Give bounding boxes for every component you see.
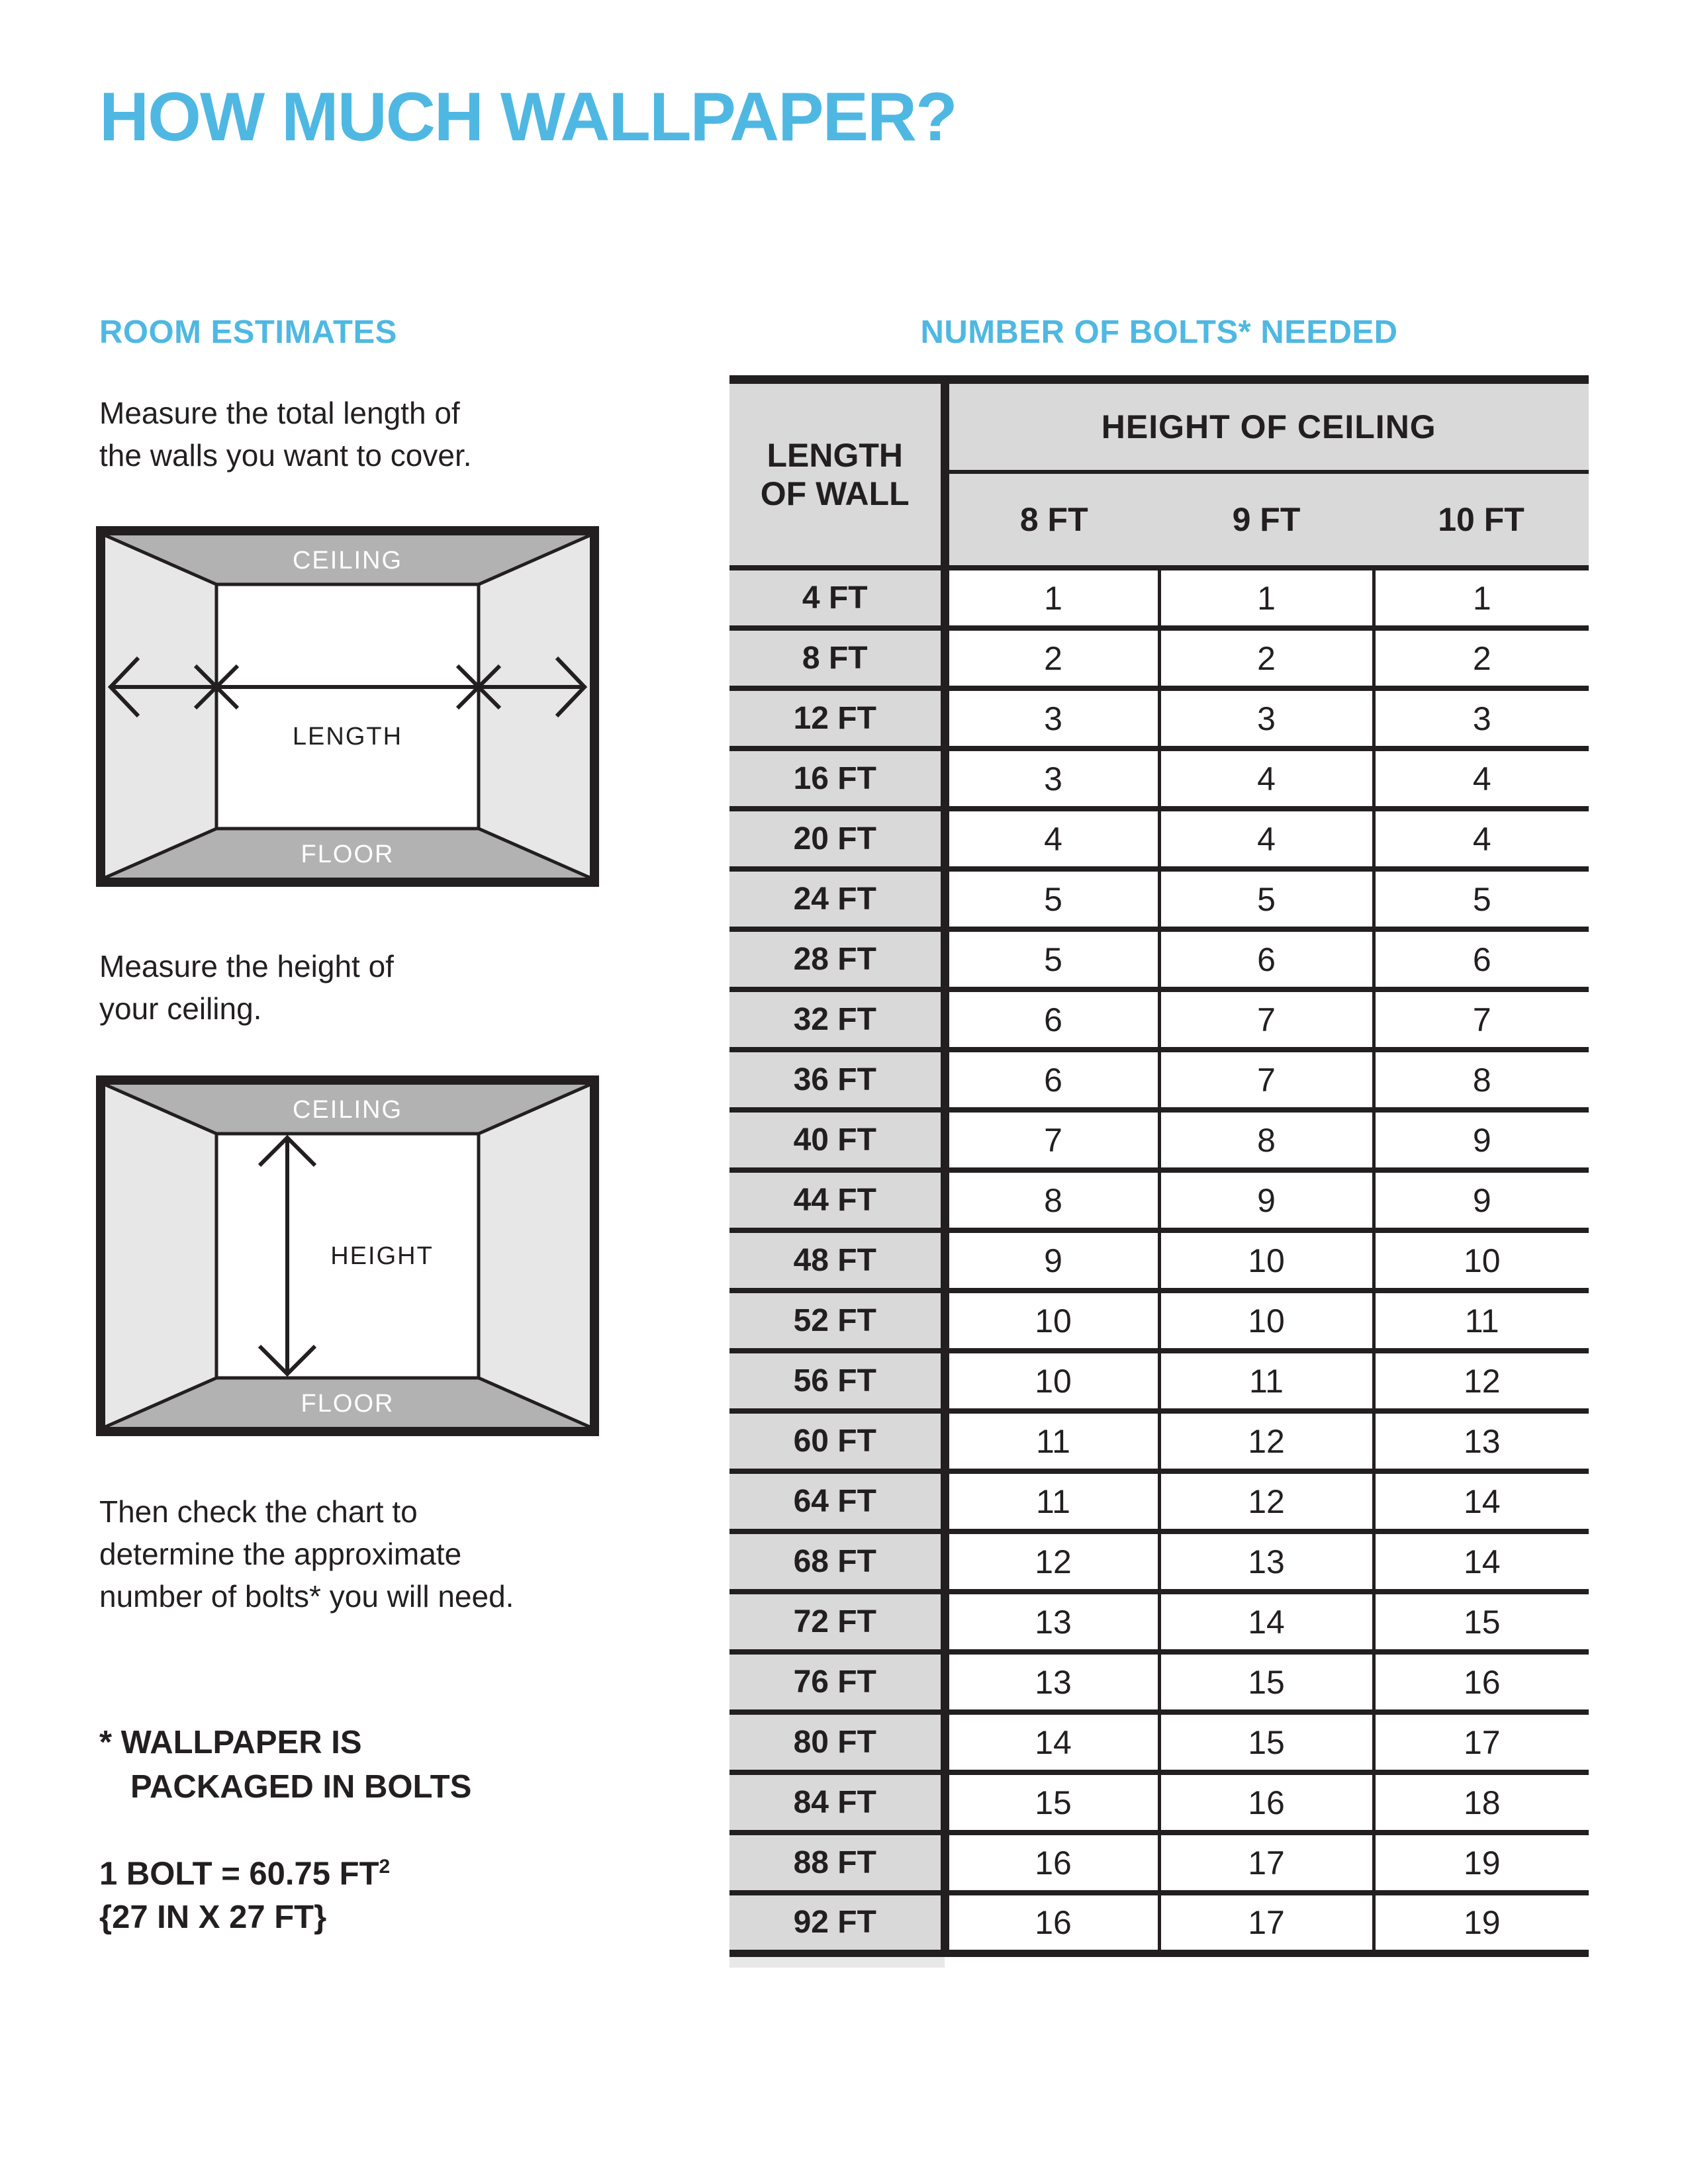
table-row — [729, 1110, 1589, 1170]
bolt-count-9ft: 1 — [1159, 568, 1374, 628]
wall-length-label: 48 FT — [729, 1230, 945, 1291]
table-row — [729, 1471, 1589, 1531]
height-measure-label: HEIGHT — [330, 1242, 434, 1270]
bolt-count-10ft: 2 — [1374, 628, 1589, 688]
wall-length-label: 36 FT — [729, 1050, 945, 1110]
step1-line2: the walls you want to cover. — [99, 438, 472, 473]
bolt-count-8ft: 5 — [945, 929, 1159, 989]
bolt-size-exponent: 2 — [379, 1856, 391, 1878]
table-row — [729, 1592, 1589, 1652]
wall-length-label: 76 FT — [729, 1652, 945, 1712]
table-row — [729, 1411, 1589, 1471]
bolt-count-8ft: 3 — [945, 749, 1159, 809]
bolt-count-10ft: 4 — [1374, 809, 1589, 869]
bolt-count-9ft: 10 — [1159, 1230, 1374, 1291]
step2-instruction — [99, 945, 394, 1030]
bolt-count-10ft: 19 — [1374, 1893, 1589, 1953]
room-height-diagram — [96, 1075, 599, 1436]
bolt-count-9ft: 7 — [1159, 1050, 1374, 1110]
ceiling-label: CEILING — [292, 547, 403, 574]
bolt-count-8ft: 13 — [945, 1652, 1159, 1712]
floor-label: FLOOR — [301, 1390, 395, 1418]
bolt-count-8ft: 2 — [945, 628, 1159, 688]
table-row — [729, 989, 1589, 1050]
length-measure-label: LENGTH — [292, 723, 403, 751]
bolt-count-10ft: 9 — [1374, 1110, 1589, 1170]
table-row — [729, 1712, 1589, 1772]
bolt-count-10ft: 8 — [1374, 1050, 1589, 1110]
bolt-count-10ft: 11 — [1374, 1291, 1589, 1351]
room-length-diagram — [96, 526, 599, 887]
bolt-count-8ft: 13 — [945, 1592, 1159, 1652]
table-row — [729, 1170, 1589, 1230]
bolt-count-9ft: 10 — [1159, 1291, 1374, 1351]
step3-line1: Then check the chart to — [99, 1494, 418, 1529]
wall-length-label: 84 FT — [729, 1772, 945, 1833]
length-of-wall-line2: OF WALL — [760, 475, 910, 512]
page-title: HOW MUCH WALLPAPER? — [99, 79, 957, 156]
bolt-count-9ft: 6 — [1159, 929, 1374, 989]
bolt-count-10ft: 3 — [1374, 688, 1589, 749]
room-walls — [101, 531, 594, 882]
bolt-count-8ft: 12 — [945, 1531, 1159, 1592]
bolt-count-8ft: 9 — [945, 1230, 1159, 1291]
bolt-count-10ft: 6 — [1374, 929, 1589, 989]
bolts-table-body — [729, 568, 1589, 1953]
bolt-count-8ft: 14 — [945, 1712, 1159, 1772]
bolt-count-8ft: 15 — [945, 1772, 1159, 1833]
bolt-size-info — [99, 1845, 390, 1939]
room-estimates-heading: ROOM ESTIMATES — [99, 314, 397, 350]
step1-instruction — [99, 392, 472, 477]
bolt-count-9ft: 11 — [1159, 1351, 1374, 1411]
bolt-count-8ft: 1 — [945, 568, 1159, 628]
wall-length-label: 72 FT — [729, 1592, 945, 1652]
bolt-count-10ft: 16 — [1374, 1652, 1589, 1712]
bolts-table-container — [729, 375, 1589, 1968]
bolt-count-9ft: 15 — [1159, 1712, 1374, 1772]
step3-line3: number of bolts* you will need. — [99, 1579, 514, 1614]
table-row — [729, 568, 1589, 628]
column-header-8ft: 8 FT — [945, 472, 1159, 568]
bolt-count-8ft: 6 — [945, 989, 1159, 1050]
wall-length-label: 56 FT — [729, 1351, 945, 1411]
bolt-count-8ft: 10 — [945, 1291, 1159, 1351]
bolt-count-10ft: 7 — [1374, 989, 1589, 1050]
footnote-line2: PACKAGED IN BOLTS — [130, 1769, 472, 1805]
bolt-count-10ft: 17 — [1374, 1712, 1589, 1772]
bolt-count-8ft: 5 — [945, 869, 1159, 929]
group-header-row — [729, 380, 1589, 473]
bolt-count-10ft: 14 — [1374, 1471, 1589, 1531]
table-shadow — [729, 1957, 945, 1968]
bolt-count-10ft: 10 — [1374, 1230, 1589, 1291]
wall-length-label: 16 FT — [729, 749, 945, 809]
wallpaper-bolts-footnote — [99, 1721, 471, 1809]
bolts-needed-heading: NUMBER OF BOLTS* NEEDED — [920, 314, 1398, 350]
bolt-count-10ft: 13 — [1374, 1411, 1589, 1471]
bolt-count-9ft: 3 — [1159, 688, 1374, 749]
bolt-count-10ft: 14 — [1374, 1531, 1589, 1592]
footnote-line1: * WALLPAPER IS — [99, 1725, 362, 1760]
step2-line2: your ceiling. — [99, 991, 262, 1026]
table-row — [729, 688, 1589, 749]
table-row — [729, 1531, 1589, 1592]
bolt-count-9ft: 17 — [1159, 1893, 1374, 1953]
bolt-count-10ft: 4 — [1374, 749, 1589, 809]
table-row — [729, 929, 1589, 989]
bolt-count-8ft: 16 — [945, 1893, 1159, 1953]
bolt-size-equation — [99, 1845, 390, 1895]
wall-length-label: 88 FT — [729, 1833, 945, 1893]
bolt-count-10ft: 9 — [1374, 1170, 1589, 1230]
column-header-9ft: 9 FT — [1159, 472, 1374, 568]
bolt-count-9ft: 12 — [1159, 1411, 1374, 1471]
column-header-10ft: 10 FT — [1374, 472, 1589, 568]
table-row — [729, 1893, 1589, 1953]
wall-length-label: 4 FT — [729, 568, 945, 628]
table-row — [729, 628, 1589, 688]
height-of-ceiling-header: HEIGHT OF CEILING — [945, 380, 1589, 473]
bolt-size-main: 1 BOLT = 60.75 FT — [99, 1856, 379, 1892]
bolt-count-9ft: 7 — [1159, 989, 1374, 1050]
table-row — [729, 749, 1589, 809]
step3-instruction — [99, 1490, 514, 1617]
wall-length-label: 80 FT — [729, 1712, 945, 1772]
floor-label: FLOOR — [301, 841, 395, 868]
bolt-count-9ft: 2 — [1159, 628, 1374, 688]
step1-line1: Measure the total length of — [99, 396, 460, 430]
bolt-count-9ft: 12 — [1159, 1471, 1374, 1531]
table-row — [729, 869, 1589, 929]
bolt-count-9ft: 14 — [1159, 1592, 1374, 1652]
bolt-count-10ft: 5 — [1374, 869, 1589, 929]
bolt-count-8ft: 16 — [945, 1833, 1159, 1893]
wall-length-label: 40 FT — [729, 1110, 945, 1170]
wall-length-label: 28 FT — [729, 929, 945, 989]
bolt-count-9ft: 13 — [1159, 1531, 1374, 1592]
wall-length-label: 20 FT — [729, 809, 945, 869]
bolt-count-10ft: 18 — [1374, 1772, 1589, 1833]
wall-length-label: 64 FT — [729, 1471, 945, 1531]
bolt-count-9ft: 8 — [1159, 1110, 1374, 1170]
bolt-count-10ft: 1 — [1374, 568, 1589, 628]
length-of-wall-header — [729, 380, 945, 569]
table-row — [729, 1351, 1589, 1411]
bolt-count-9ft: 4 — [1159, 749, 1374, 809]
length-of-wall-line1: LENGTH — [767, 437, 904, 474]
wall-length-label: 32 FT — [729, 989, 945, 1050]
bolt-count-8ft: 8 — [945, 1170, 1159, 1230]
wall-length-label: 8 FT — [729, 628, 945, 688]
wall-length-label: 12 FT — [729, 688, 945, 749]
bolt-count-10ft: 12 — [1374, 1351, 1589, 1411]
table-row — [729, 1833, 1589, 1893]
bolt-count-9ft: 5 — [1159, 869, 1374, 929]
ceiling-label: CEILING — [292, 1096, 403, 1124]
bolt-count-10ft: 19 — [1374, 1833, 1589, 1893]
bolt-dimensions: {27 IN X 27 FT} — [99, 1899, 327, 1936]
table-row — [729, 809, 1589, 869]
table-row — [729, 1772, 1589, 1833]
wall-length-label: 68 FT — [729, 1531, 945, 1592]
wall-length-label: 60 FT — [729, 1411, 945, 1471]
table-row — [729, 1291, 1589, 1351]
wall-length-label: 92 FT — [729, 1893, 945, 1953]
table-row — [729, 1050, 1589, 1110]
bolt-count-8ft: 7 — [945, 1110, 1159, 1170]
table-row — [729, 1652, 1589, 1712]
bolt-count-9ft: 4 — [1159, 809, 1374, 869]
bolt-count-8ft: 4 — [945, 809, 1159, 869]
bolt-count-9ft: 17 — [1159, 1833, 1374, 1893]
bolt-count-10ft: 15 — [1374, 1592, 1589, 1652]
table-row — [729, 1230, 1589, 1291]
bolt-count-9ft: 9 — [1159, 1170, 1374, 1230]
step2-line1: Measure the height of — [99, 949, 394, 983]
wall-length-label: 24 FT — [729, 869, 945, 929]
bolt-count-9ft: 15 — [1159, 1652, 1374, 1712]
bolts-table — [729, 375, 1589, 1957]
bolt-count-9ft: 16 — [1159, 1772, 1374, 1833]
bolt-count-8ft: 11 — [945, 1411, 1159, 1471]
step3-line2: determine the approximate — [99, 1537, 462, 1571]
bolt-count-8ft: 6 — [945, 1050, 1159, 1110]
bolt-count-8ft: 3 — [945, 688, 1159, 749]
bolt-count-8ft: 11 — [945, 1471, 1159, 1531]
wall-length-label: 44 FT — [729, 1170, 945, 1230]
bolt-count-8ft: 10 — [945, 1351, 1159, 1411]
wall-length-label: 52 FT — [729, 1291, 945, 1351]
